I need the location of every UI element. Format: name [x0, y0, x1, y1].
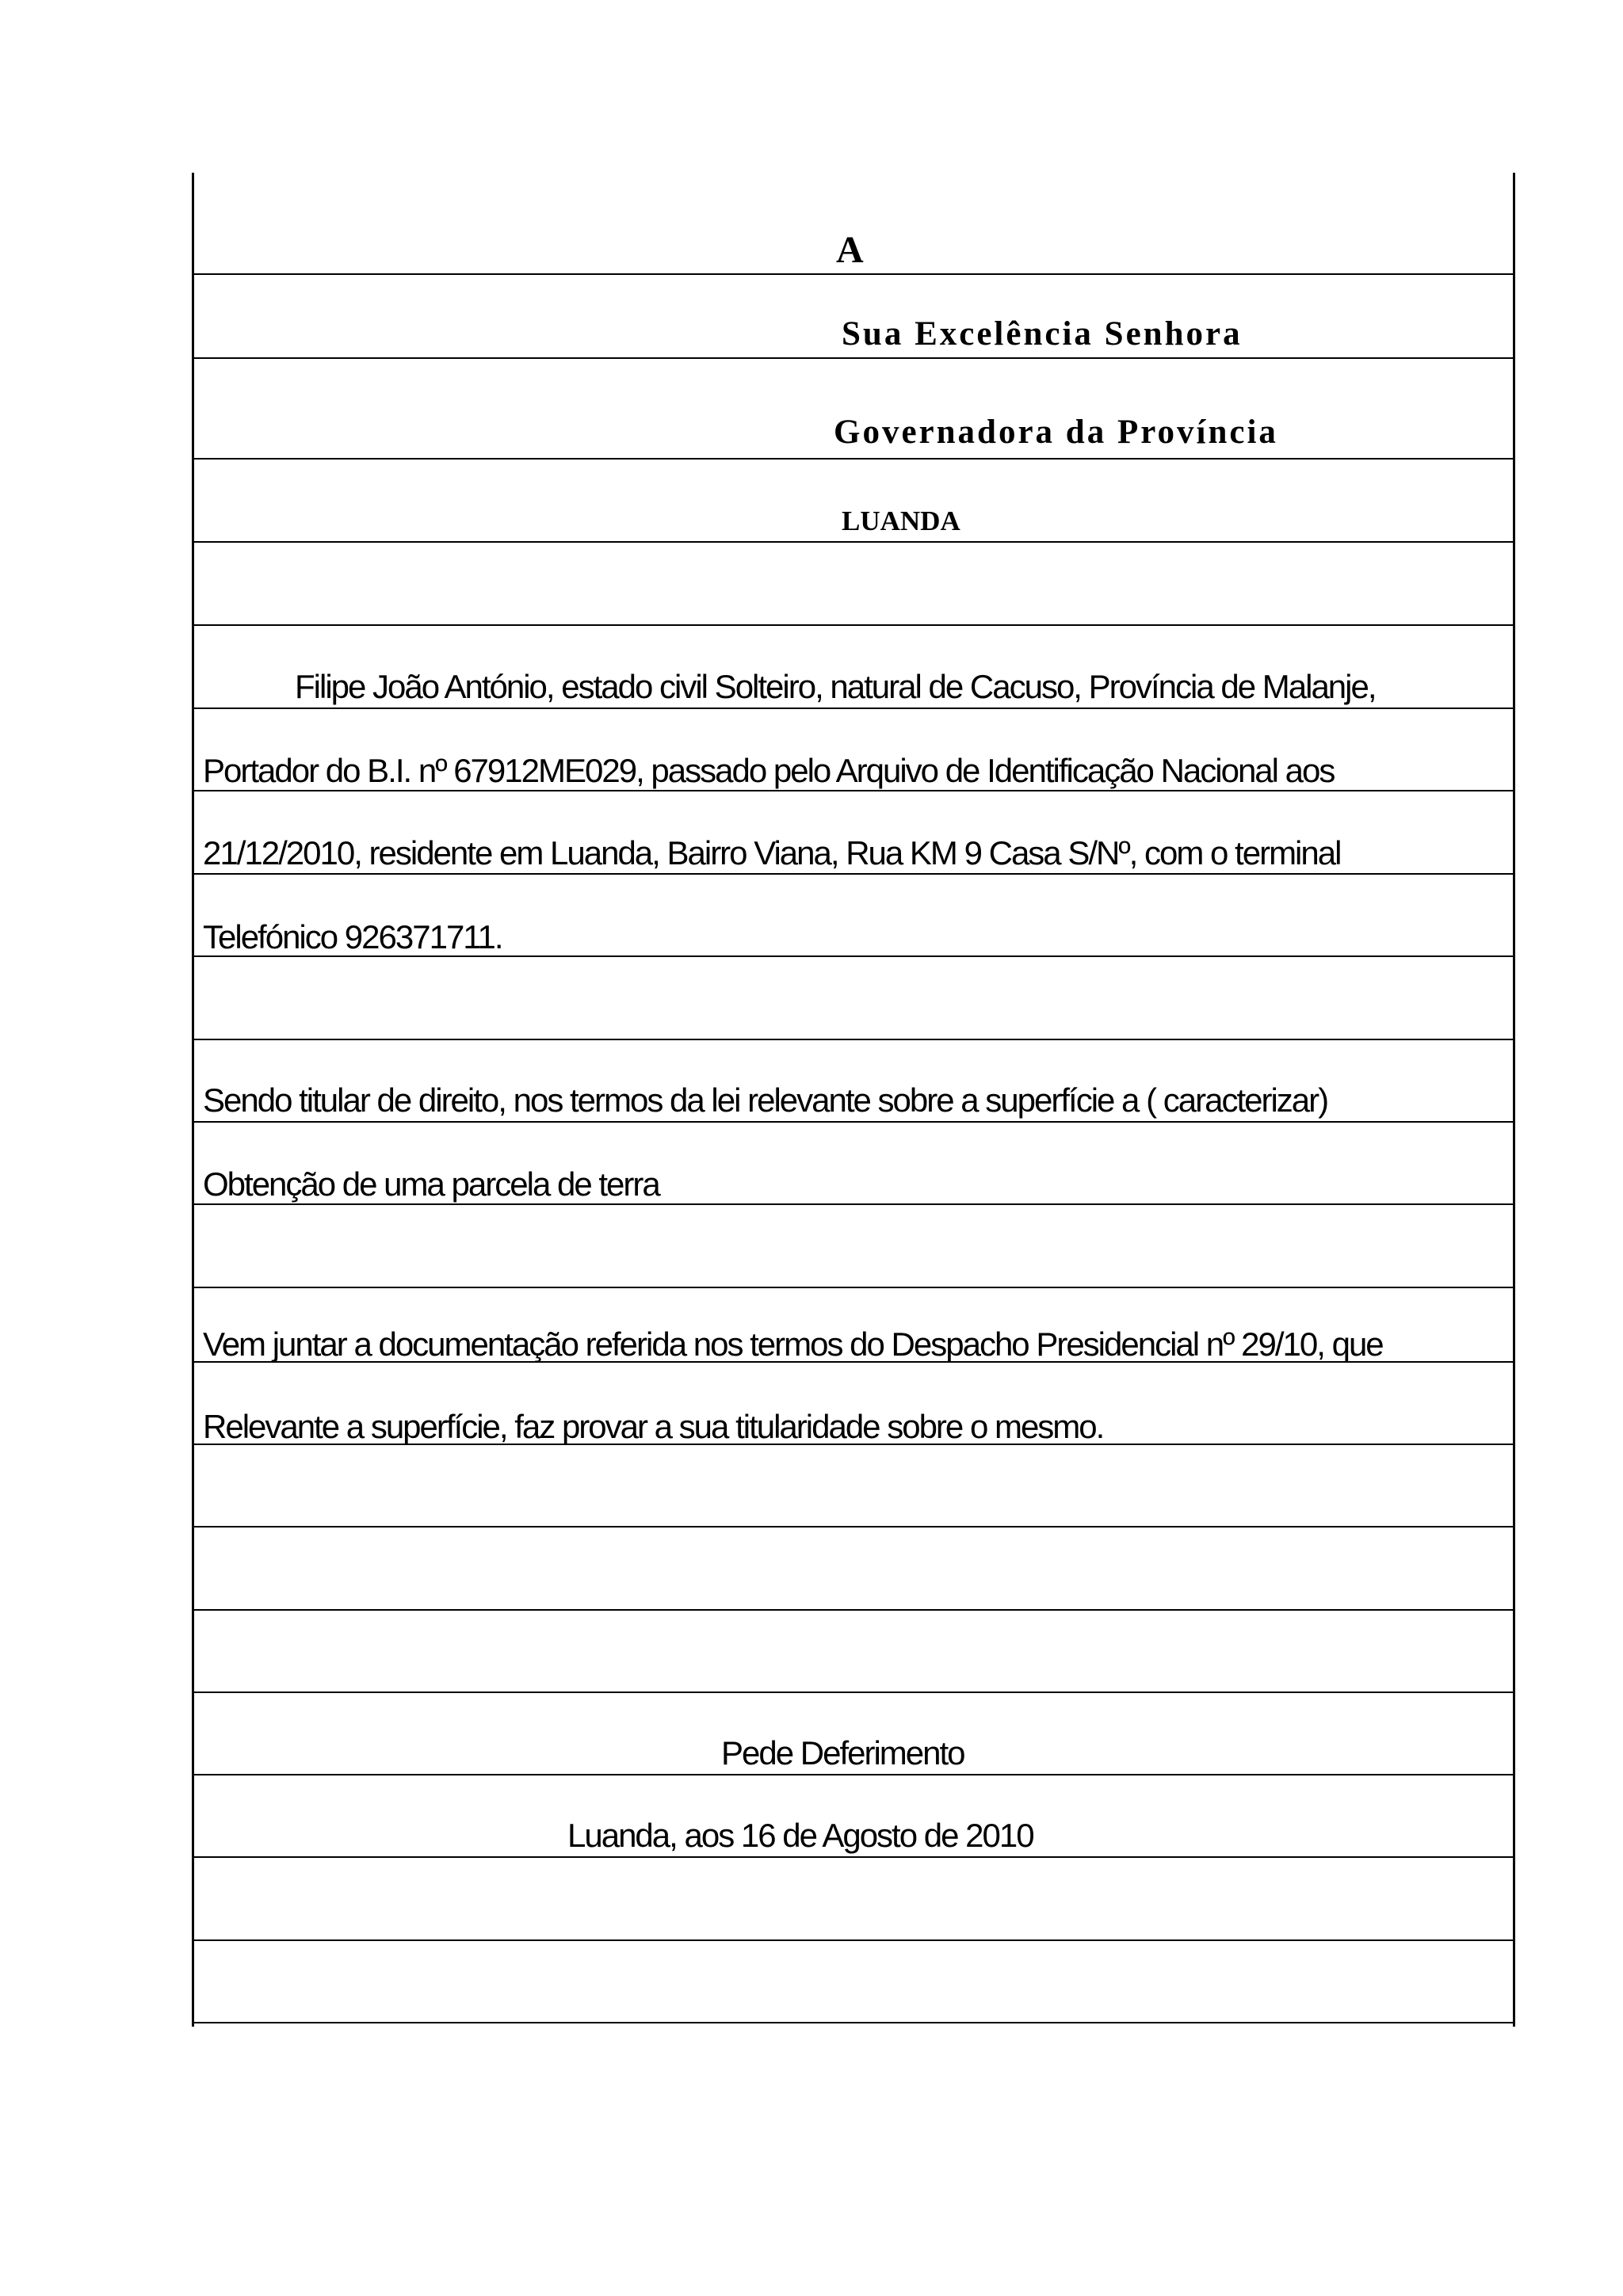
form-rule-line: [192, 2022, 1515, 2023]
identification-line-3: 21/12/2010, residente em Luanda, Bairro Viana, Rua KM 9 Casa S/Nº, com o terminal: [203, 834, 1341, 871]
purpose-line-2: Obtenção de uma parcela de terra: [203, 1165, 659, 1203]
form-rule-line: [192, 1203, 1515, 1205]
recipient-salutation: A: [836, 229, 864, 271]
form-rule-line: [192, 1691, 1515, 1693]
closing-request: Pede Deferimento: [721, 1734, 964, 1772]
form-rule-line: [192, 1609, 1515, 1611]
form-rule-line: [192, 873, 1515, 875]
form-rule-line: [192, 541, 1515, 543]
identification-line-1: Filipe João António, estado civil Solteiro, natural de Cacuso, Província de Malanje,: [295, 668, 1376, 705]
form-rule-line: [192, 707, 1515, 709]
form-rule-line: [192, 458, 1515, 460]
purpose-line-1: Sendo titular de direito, nos termos da lei relevante sobre a superfície a ( caracterizar): [203, 1081, 1328, 1119]
submission-line-2: Relevante a superfície, faz provar a sua titularidade sobre o mesmo.: [203, 1408, 1104, 1445]
form-rule-line: [192, 624, 1515, 626]
form-rule-line: [192, 790, 1515, 791]
form-rule-line: [192, 1939, 1515, 1941]
identification-line-4: Telefónico 926371711.: [203, 918, 502, 955]
form-rule-line: [192, 1287, 1515, 1288]
form-rule-line: [192, 273, 1515, 275]
form-rule-line: [192, 1039, 1515, 1040]
form-rule-line: [192, 1856, 1515, 1858]
form-rule-line: [192, 357, 1515, 359]
recipient-city: LUANDA: [842, 505, 960, 536]
form-rule-line: [192, 1526, 1515, 1527]
recipient-title: Governadora da Província: [834, 414, 1278, 451]
form-rule-line: [192, 955, 1515, 957]
form-rule-line: [192, 1121, 1515, 1123]
recipient-honorific: Sua Excelência Senhora: [842, 315, 1243, 353]
identification-line-2: Portador do B.I. nº 67912ME029, passado pelo Arquivo de Identificação Nacional aos: [203, 752, 1335, 789]
submission-line-1: Vem juntar a documentação referida nos termos do Despacho Presidencial nº 29/10, que: [203, 1325, 1383, 1363]
form-rule-line: [192, 1774, 1515, 1775]
closing-place-date: Luanda, aos 16 de Agosto de 2010: [567, 1817, 1033, 1854]
